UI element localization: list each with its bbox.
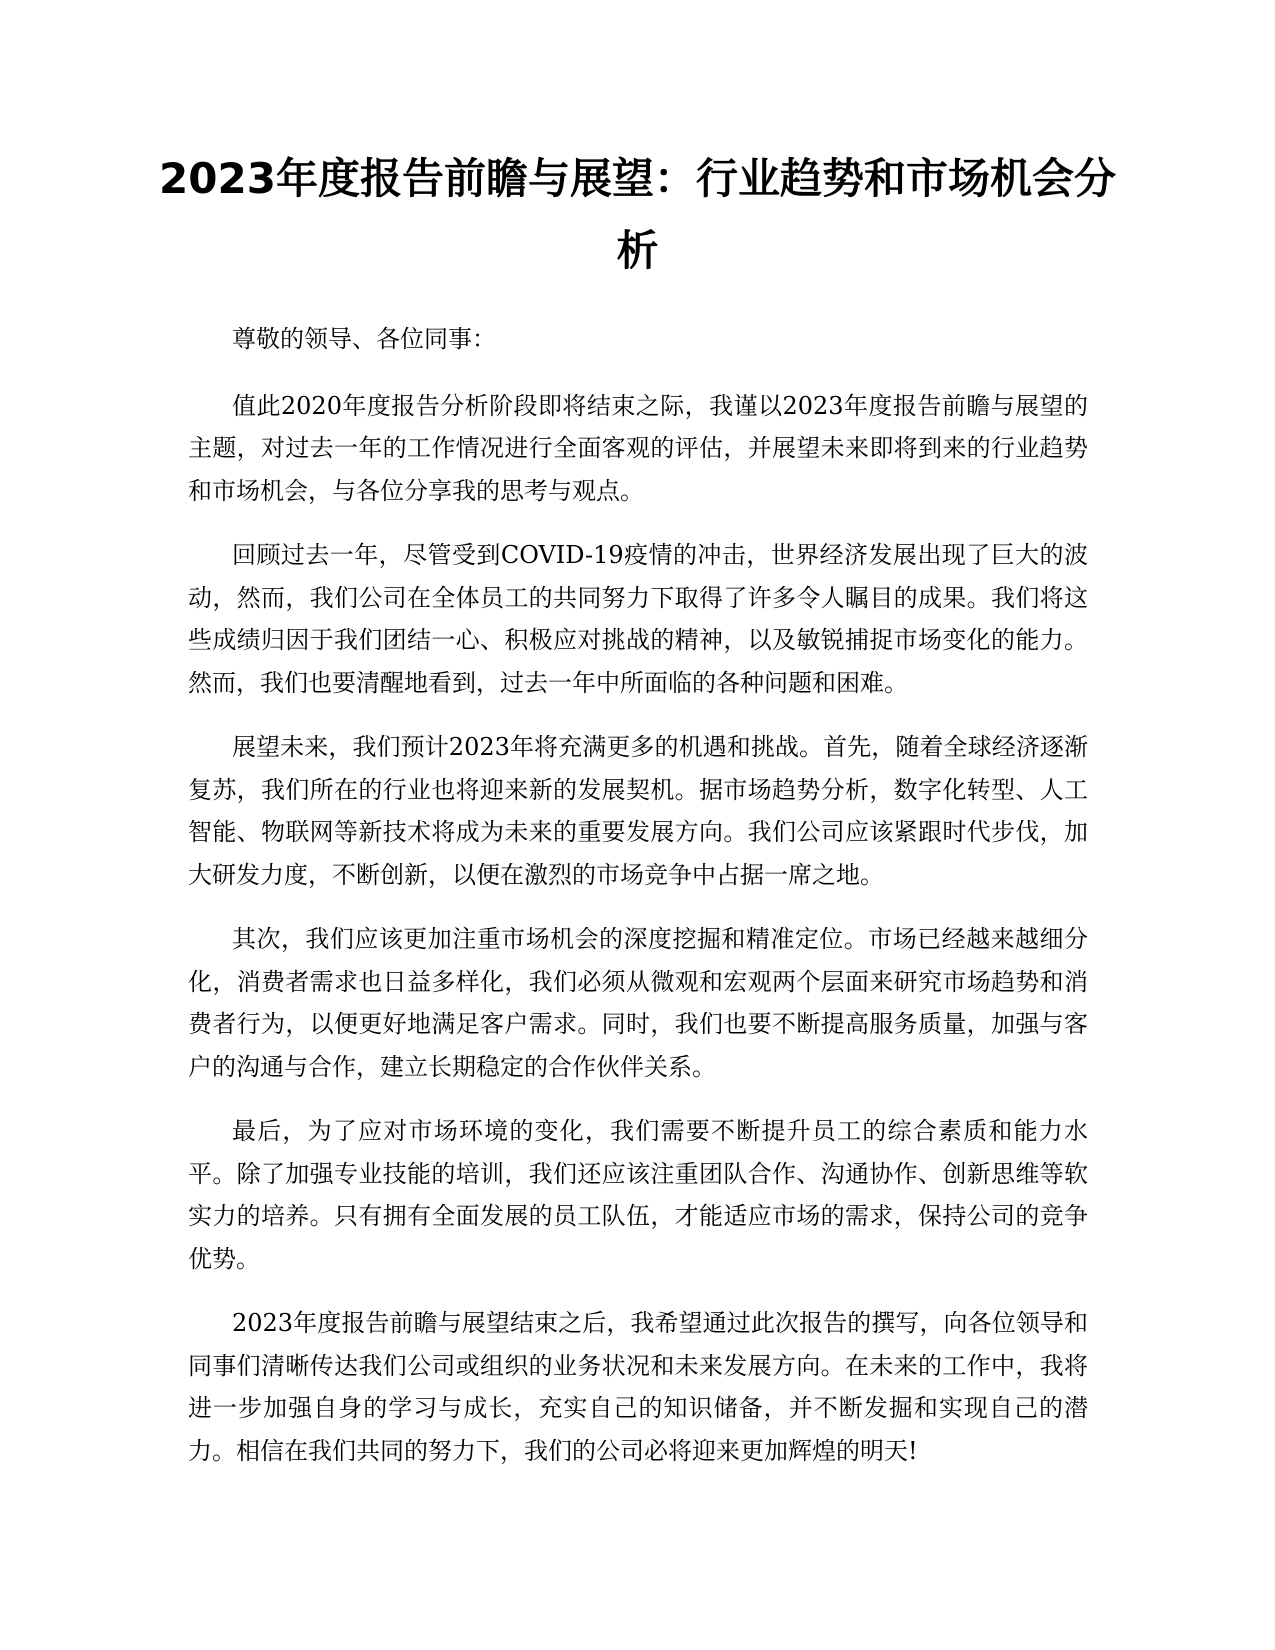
paragraph-market-opportunity: 其次，我们应该更加注重市场机会的深度挖掘和精准定位。市场已经越来越细分化，消费者需求也日益多样化，我们必须从微观和宏观两个层面来研究市场趋势和消费者行为，以便更好地满足客户需求。同时，我们也要不断提高服务质量，加强与客户的沟通与合作，建立长期稳定的合作伙伴关系。: [188, 925, 1088, 1081]
document-body: [188, 318, 1088, 1494]
paragraph-conclusion: 2023年度报告前瞻与展望结束之后，我希望通过此次报告的撰写，向各位领导和同事们清晰传达我们公司或组织的业务状况和未来发展方向。在未来的工作中，我将进一步加强自身的学习与成长，充实自己的知识储备，并不断发掘和实现自己的潜力。相信在我们共同的努力下，我们的公司必将迎来更加辉煌的明天!: [188, 1309, 1088, 1465]
paragraph-intro: 值此2020年度报告分析阶段即将结束之际，我谨以2023年度报告前瞻与展望的主题，对过去一年的工作情况进行全面客观的评估，并展望未来即将到来的行业趋势和市场机会，与各位分享我的思考与观点。: [188, 391, 1088, 505]
paragraph-review: 回顾过去一年，尽管受到COVID-19疫情的冲击，世界经济发展出现了巨大的波动，然而，我们公司在全体员工的共同努力下取得了许多令人瞩目的成果。我们将这些成绩归因于我们团结一心、积极应对挑战的精神，以及敏锐捕捉市场变化的能力。然而，我们也要清醒地看到，过去一年中所面临的各种问题和困难。: [188, 541, 1088, 697]
paragraph-staff-development: 最后，为了应对市场环境的变化，我们需要不断提升员工的综合素质和能力水平。除了加强专业技能的培训，我们还应该注重团队合作、沟通协作、创新思维等软实力的培养。只有拥有全面发展的员工队伍，才能适应市场的需求，保持公司的竞争优势。: [188, 1117, 1088, 1273]
salutation: 尊敬的领导、各位同事：: [232, 325, 496, 353]
paragraph-outlook: 展望未来，我们预计2023年将充满更多的机遇和挑战。首先，随着全球经济逐渐复苏，我们所在的行业也将迎来新的发展契机。据市场趋势分析，数字化转型、人工智能、物联网等新技术将成为未来的重要发展方向。我们公司应该紧跟时代步伐，加大研发力度，不断创新，以便在激烈的市场竞争中占据一席之地。: [188, 733, 1088, 889]
document-title: 2023年度报告前瞻与展望：行业趋势和市场机会分析: [159, 154, 1116, 275]
